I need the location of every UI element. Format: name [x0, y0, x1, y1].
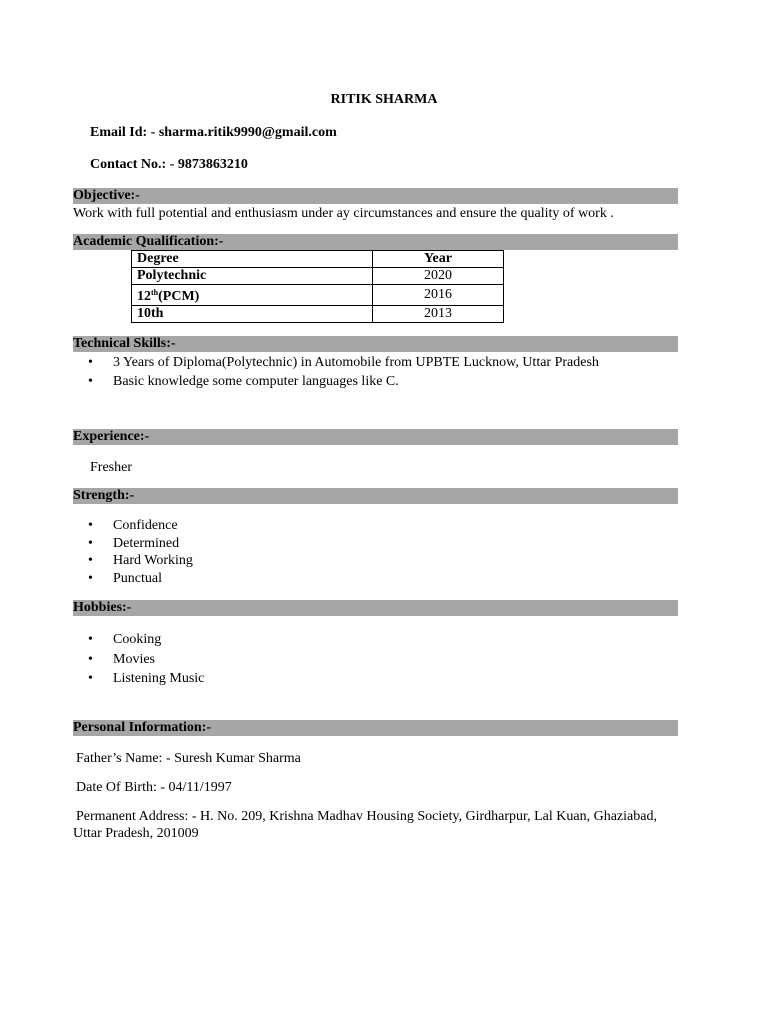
address-line-1: Permanent Address: - H. No. 209, Krishna Madhav Housing Society, Girdharpur, Lal Kuan, Ghaziabad,	[76, 809, 657, 824]
degree-cell	[132, 285, 373, 306]
degree-rest: (PCM)	[158, 289, 200, 304]
personal-heading: Personal Information:-	[73, 720, 678, 736]
skills-heading: Technical Skills:-	[73, 336, 678, 352]
father-name: Father’s Name: - Suresh Kumar Sharma	[76, 751, 301, 766]
address-line-2: Uttar Pradesh, 201009	[73, 826, 199, 841]
table-row	[132, 306, 504, 323]
table-row	[132, 268, 504, 285]
list-item: • 3 Years of Diploma(Polytechnic) in Automobile from UPBTE Lucknow, Uttar Pradesh	[88, 353, 599, 372]
candidate-name: RITIK SHARMA	[330, 92, 438, 107]
year-cell: 2016	[373, 285, 504, 306]
hobbies-heading: Hobbies:-	[73, 600, 678, 616]
objective-heading: Objective:-	[73, 188, 678, 204]
list-item: • Listening Music	[88, 669, 204, 689]
objective-text: Work with full potential and enthusiasm under ay circumstances and ensure the quality of work .	[73, 206, 614, 221]
degree-superscript: th	[151, 288, 159, 297]
hobbies-list	[88, 630, 204, 689]
degree-main: 12	[137, 289, 151, 304]
skills-list	[88, 353, 599, 391]
table-row	[132, 285, 504, 306]
column-header-year: Year	[373, 251, 504, 268]
strength-heading: Strength:-	[73, 488, 678, 504]
list-item: • Hard Working	[88, 552, 193, 570]
experience-text: Fresher	[90, 460, 132, 475]
list-item: • Confidence	[88, 517, 193, 535]
list-item: • Movies	[88, 650, 204, 670]
email-line: Email Id: - sharma.ritik9990@gmail.com	[90, 125, 337, 140]
year-cell: 2013	[373, 306, 504, 323]
strength-list	[88, 517, 193, 588]
column-header-degree: Degree	[132, 251, 373, 268]
degree-cell: Polytechnic	[132, 268, 373, 285]
academic-table	[131, 250, 504, 323]
list-item: • Cooking	[88, 630, 204, 650]
date-of-birth: Date Of Birth: - 04/11/1997	[76, 780, 232, 795]
list-item: • Punctual	[88, 570, 193, 588]
degree-cell: 10th	[132, 306, 373, 323]
contact-line: Contact No.: - 9873863210	[90, 157, 248, 172]
experience-heading: Experience:-	[73, 429, 678, 445]
academic-heading: Academic Qualification:-	[73, 234, 678, 250]
table-header-row	[132, 251, 504, 268]
year-cell: 2020	[373, 268, 504, 285]
list-item: • Basic knowledge some computer languages like C.	[88, 372, 599, 391]
list-item: • Determined	[88, 535, 193, 553]
